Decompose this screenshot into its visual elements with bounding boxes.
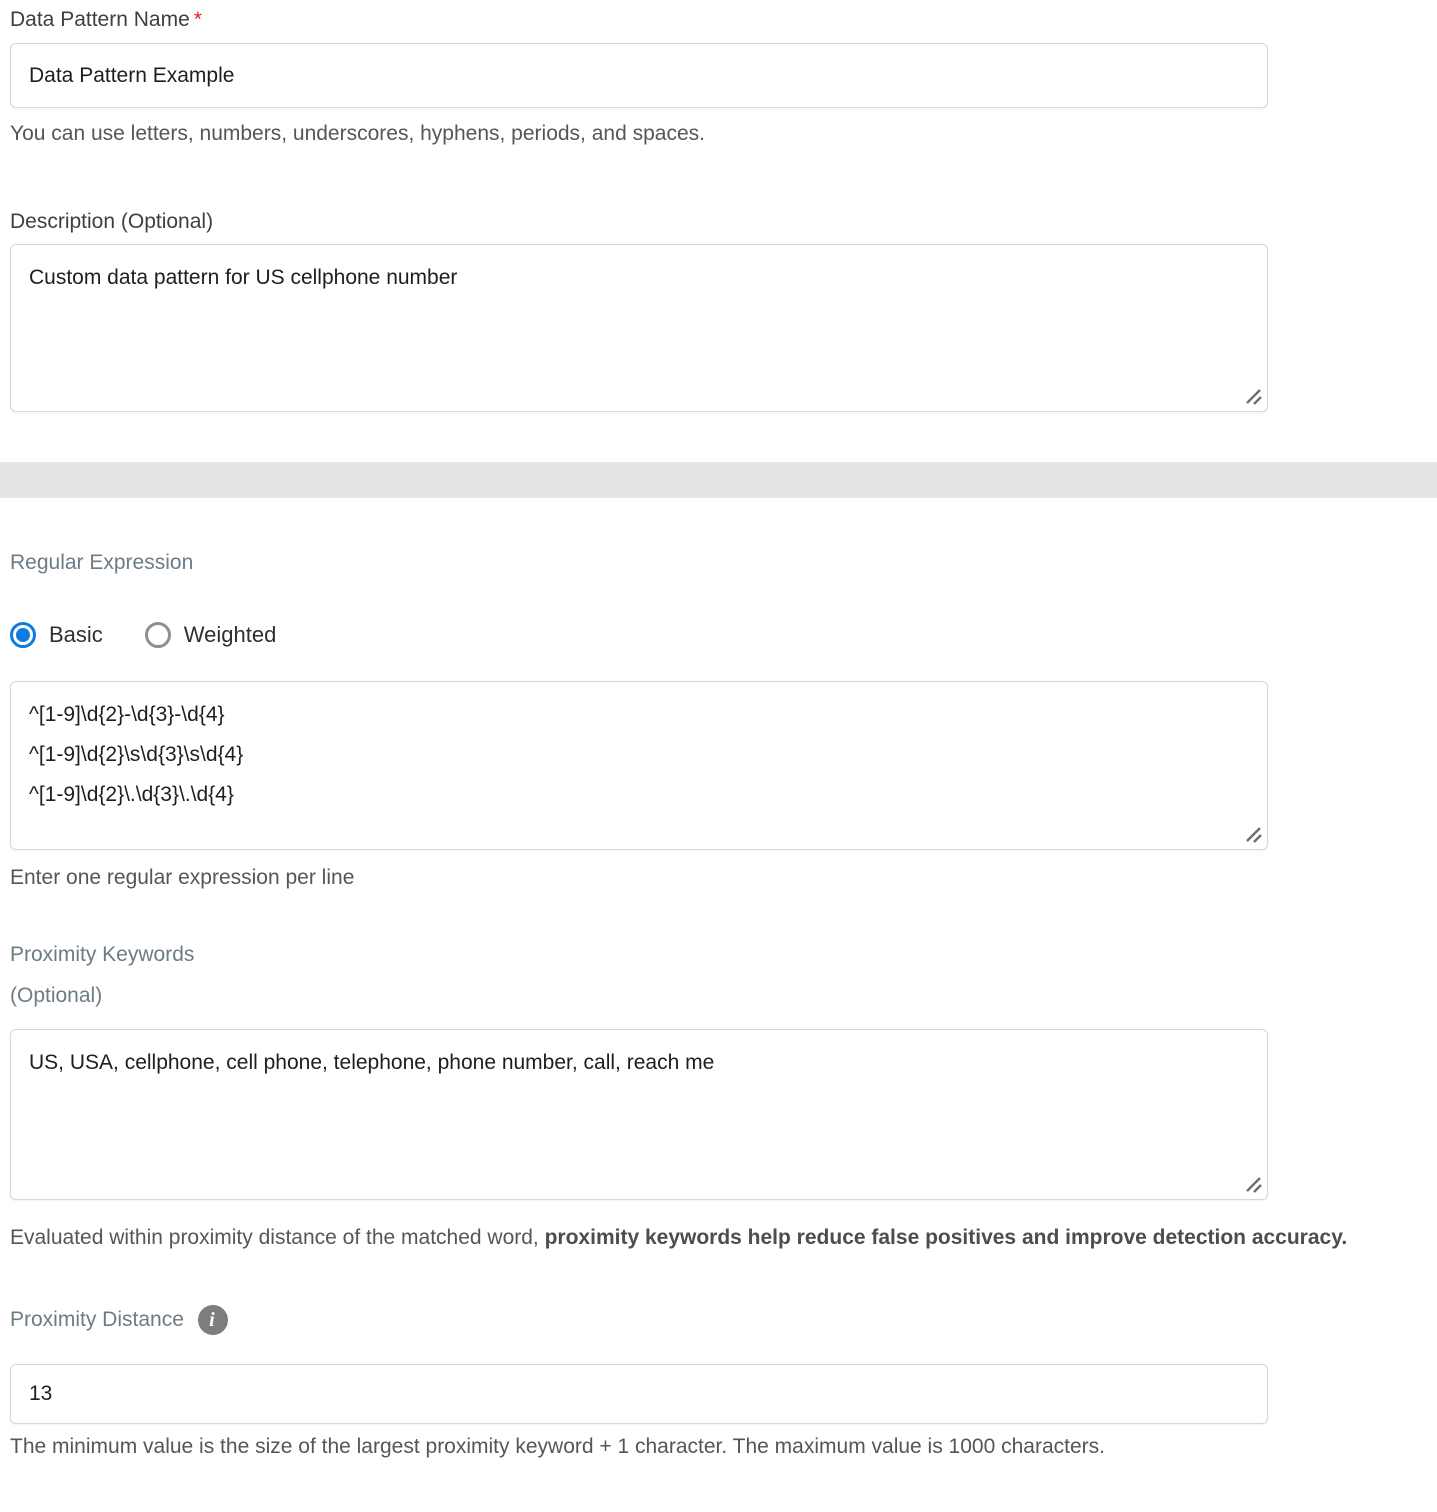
regex-section-label: Regular Expression — [10, 551, 194, 574]
regex-helper-text: Enter one regular expression per line — [10, 866, 355, 889]
name-field-label — [10, 0, 1427, 34]
radio-weighted[interactable] — [145, 622, 277, 648]
name-input[interactable] — [10, 43, 1268, 108]
radio-weighted-label: Weighted — [183, 622, 277, 647]
radio-weighted-circle-icon[interactable] — [145, 622, 171, 648]
regex-textarea[interactable] — [10, 681, 1268, 850]
distance-field-label: Proximity Distance — [10, 1308, 184, 1331]
description-textarea-wrap — [10, 244, 1268, 412]
radio-basic-label: Basic — [49, 622, 103, 647]
distance-input[interactable] — [10, 1364, 1268, 1424]
distance-field-label-row — [10, 1305, 1427, 1335]
keywords-field-label-optional: (Optional) — [10, 984, 103, 1007]
keywords-textarea-wrap — [10, 1029, 1268, 1200]
radio-basic[interactable] — [10, 622, 103, 648]
radio-basic-circle-icon[interactable] — [10, 622, 36, 648]
name-field-label-text: Data Pattern Name — [10, 8, 190, 31]
keywords-field-label: Proximity Keywords — [10, 943, 195, 966]
section-divider — [0, 462, 1437, 498]
name-helper-text: You can use letters, numbers, underscores, hyphens, periods, and spaces. — [10, 122, 705, 145]
distance-helper-text: The minimum value is the size of the largest proximity keyword + 1 character. The maximum value is 1000 characters. — [10, 1435, 1105, 1458]
keywords-helper-normal: Evaluated within proximity distance of the matched word, — [10, 1226, 545, 1249]
regex-type-radio-group — [10, 622, 1427, 648]
description-textarea[interactable] — [10, 244, 1268, 412]
description-field-label: Description (Optional) — [10, 210, 214, 233]
info-icon[interactable]: i — [198, 1305, 228, 1335]
keywords-helper-text — [10, 1218, 1427, 1258]
keywords-textarea[interactable] — [10, 1029, 1268, 1200]
required-asterisk: * — [193, 8, 202, 31]
regex-textarea-wrap — [10, 681, 1268, 850]
keywords-helper-bold: proximity keywords help reduce false positives and improve detection accuracy. — [544, 1226, 1348, 1249]
